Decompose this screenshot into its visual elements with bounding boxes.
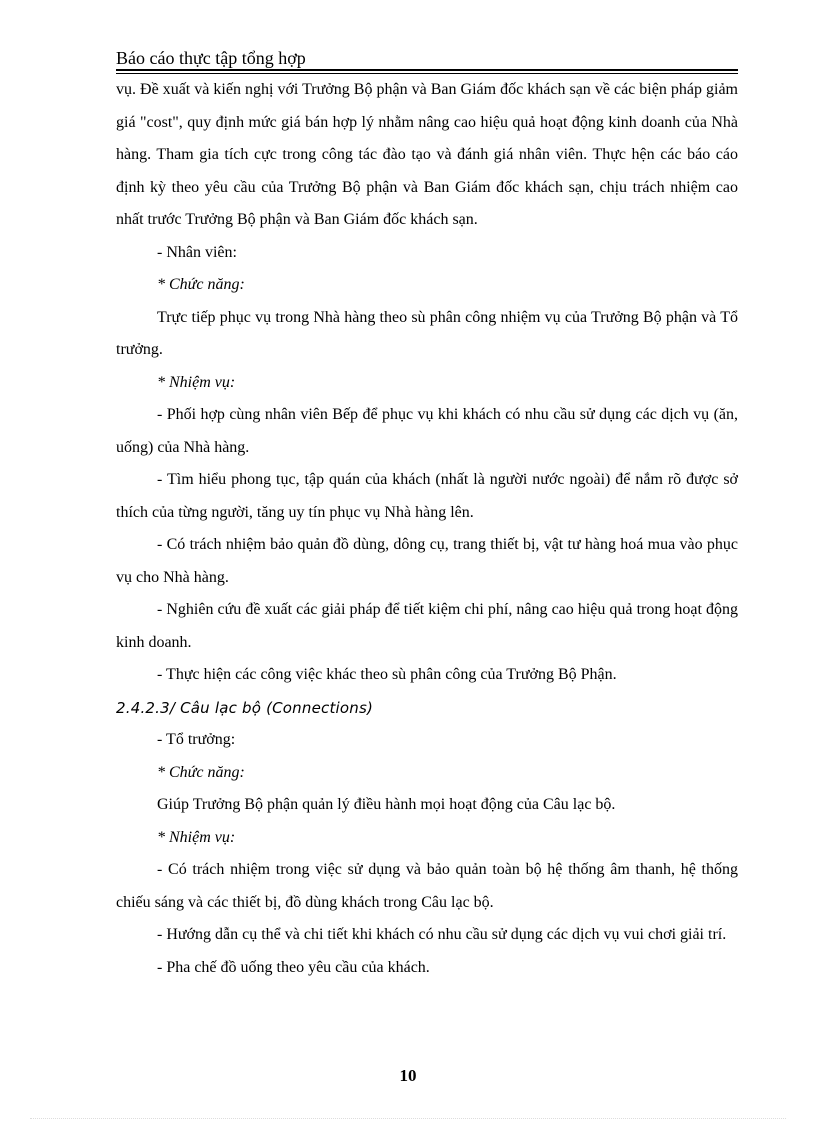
subheading-chuc-nang: * Chức năng: [157, 276, 245, 293]
duty-item: - Phối hợp cùng nhân viên Bếp để phục vụ khi khách có nhu cầu sử dụng các dịch vụ (ăn, uống) của Nhà hàng. [116, 406, 738, 456]
subheading-nhiem-vu: * Nhiệm vụ: [157, 828, 236, 846]
role-heading-nhan-vien: - Nhân viên: [157, 243, 237, 261]
duty-item: - Pha chế đồ uống theo yêu cầu của khách. [157, 958, 430, 976]
section-heading-cau-lac-bo: 2.4.2.3/ Câu lạc bộ (Connections) [116, 698, 374, 717]
subheading-nhiem-vu: * Nhiệm vụ: [157, 373, 236, 391]
role-heading-to-truong: - Tổ trưởng: [157, 731, 236, 748]
duty-item: - Có trách nhiệm bảo quản đồ dùng, dông cụ, trang thiết bị, vật tư hàng hoá mua vào phục vụ cho Nhà hàng. [116, 536, 738, 586]
header-rule-thick [116, 69, 738, 71]
footer-divider [30, 1118, 786, 1119]
duty-item: - Nghiên cứu đề xuất các giải pháp để tiết kiệm chi phí, nâng cao hiệu quả trong hoạt động kinh doanh. [116, 601, 738, 651]
duty-item: - Hướng dẫn cụ thể và chi tiết khi khách có nhu cầu sử dụng các dịch vụ vui chơi giải trí. [157, 926, 727, 943]
paragraph-continuation: vụ. Đề xuất và kiến nghị với Trưởng Bộ phận và Ban Giám đốc khách sạn về các biện pháp giảm giá "cost", quy định mức giá bán hợp lý nhằm nâng cao hiệu quả hoạt động kinh doanh của Nhà hàng. Tham gia tích cực trong công tác đào tạo và đánh giá nhân viên. Thực hện các báo cáo định kỳ theo yêu cầu của Trưởng Bộ phận và Ban Giám đốc khách sạn, chịu trách nhiệm cao nhất trước Trưởng Bộ phận và Ban Giám đốc khách sạn. [116, 81, 738, 228]
duty-item: - Có trách nhiệm trong việc sử dụng và bảo quản toàn bộ hệ thống âm thanh, hệ thống chiếu sáng và các thiết bị, đồ dùng khách trong Câu lạc bộ. [116, 861, 738, 911]
paragraph-chuc-nang-nhan-vien: Trực tiếp phục vụ trong Nhà hàng theo sù phân công nhiệm vụ của Trưởng Bộ phận và Tổ trưởng. [116, 308, 738, 358]
document-body [116, 74, 738, 984]
duty-item: - Tìm hiểu phong tục, tập quán của khách (nhất là người nước ngoài) để nắm rõ được sở thích của từng người, tăng uy tín phục vụ Nhà hàng lên. [116, 471, 738, 521]
paragraph-chuc-nang-to-truong: Giúp Trưởng Bộ phận quản lý điều hành mọi hoạt động của Câu lạc bộ. [157, 796, 616, 813]
subheading-chuc-nang: * Chức năng: [157, 763, 245, 781]
page-number: 10 [399, 1066, 417, 1085]
page-header-title: Báo cáo thực tập tổng hợp [116, 48, 306, 68]
duty-item: - Thực hiện các công việc khác theo sù phân công của Trưởng Bộ Phận. [157, 666, 617, 683]
